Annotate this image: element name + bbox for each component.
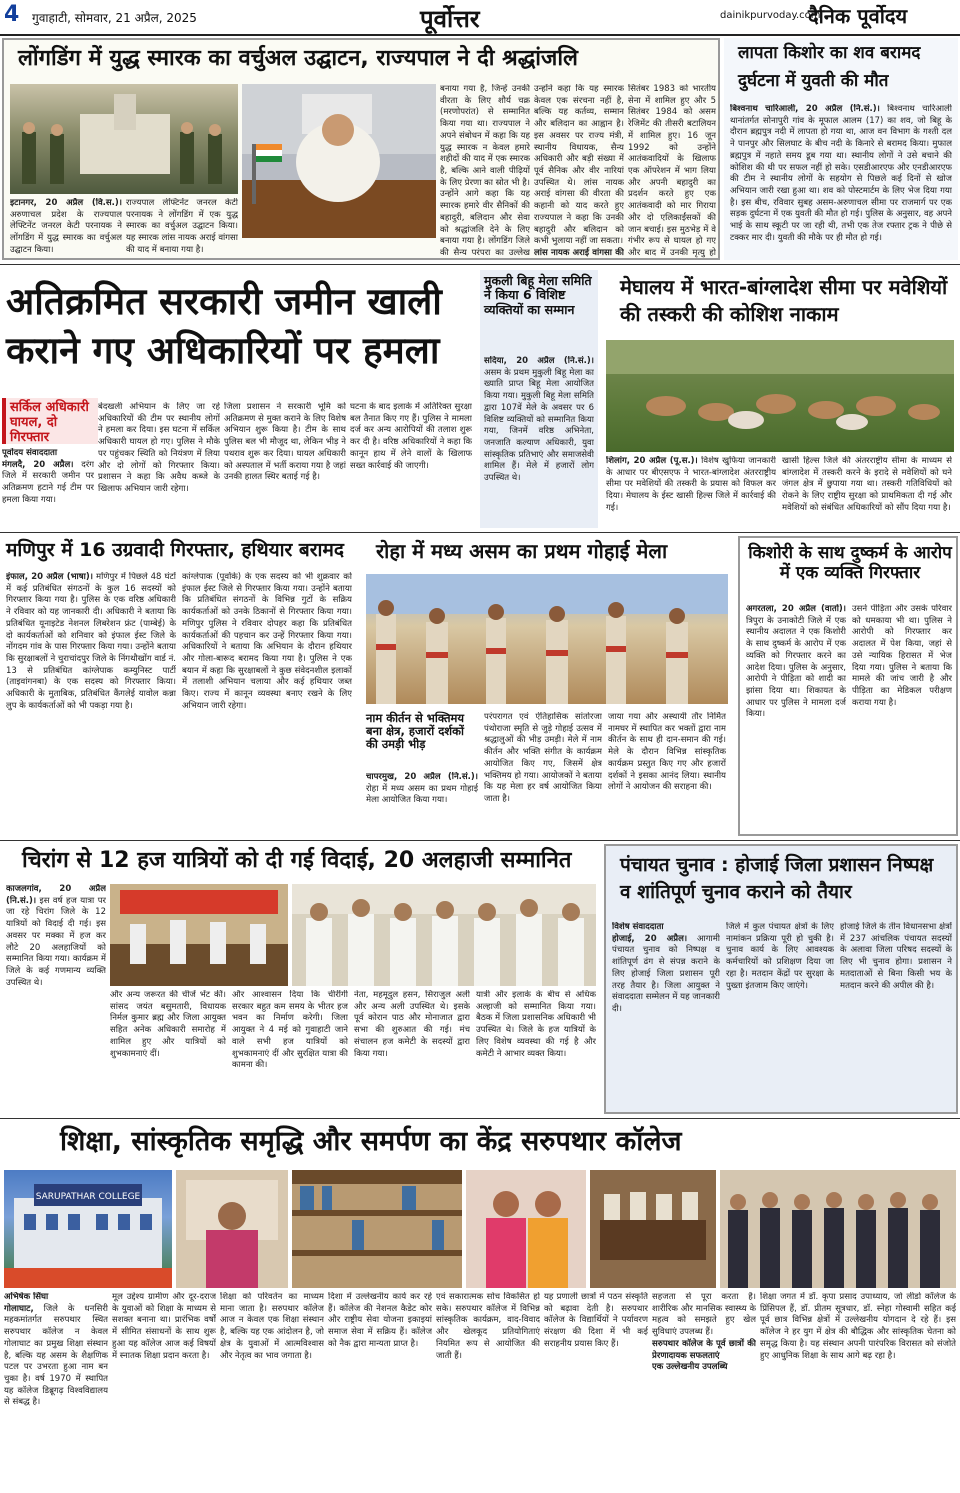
college-col-7: सहजता से पूरा करता है। शारीरिक और मानसिक स्वास्थ्य के महत्व को समझते हुए खेल सुविधाएं उपलब्ध हैं। सरुपथार कॉलेज के पूर्व छात्रों की प्रेरणादायक सफलताएं एक उल्लेखनीय उपलब्धि <box>652 1292 756 1373</box>
missing-teen-dateline: बिश्वनाथ चारिआली, 20 अप्रैल (नि.सं.)। <box>730 104 880 114</box>
bihu-dateline: सदिया, 20 अप्रैल (नि.सं.)। <box>484 356 594 366</box>
gohai-dateline: चापरमुख, 20 अप्रैल (नि.सं.)। <box>366 772 478 782</box>
college-story <box>0 1120 960 1493</box>
gohai-subhead: नाम कीर्तन से भक्तिमय बना क्षेत्र, हजारों दर्शकों की उमड़ी भीड़ <box>366 711 465 752</box>
college-col-2: मूल उद्देश्य ग्रामीण और दूर-दराज के युवाओं को शिक्षा के माध्यम से सशक्त बनाना था। प्रारंभिक वर्षों में सीमित संसाधनों के साथ शुरू हुआ यह कॉलेज आज कई विषयों में स्नातक शिक्षा प्रदान करता है। <box>112 1292 216 1361</box>
encroach-dateline: मंगलदै, 20 अप्रैल। <box>2 459 74 470</box>
encroach-story <box>2 268 476 530</box>
college-col-1: अभिषेक सिंघा गोलाघाट, जिले के धनसिरी महकमांतर्गत सरुपथार स्थित सरुपथार कॉलेज न केवल गोलाघाट का प्रमुख शिक्षा संस्थान है, बल्कि यह असम के शैक्षणिक पटल पर उभरता हुआ नाम बन चुका है। वर्ष 1970 में स्थापित यह कॉलेज डिब्रूगढ़ विश्वविद्यालय से संबद्ध है। <box>4 1292 108 1408</box>
date-line: गुवाहाटी, सोमवार, 21 अप्रैल, 2025 <box>32 11 197 25</box>
college-col-8: शिक्षा जगत में डॉ. कृपा प्रसाद उपाध्याय, जो लीडो कॉलेज के प्रिंसिपल हैं, डॉ. प्रीतम सूत्रधार, डॉ. स्नेहा गोस्वामी सहित कई पूर्व छात्र विभिन्न क्षेत्रों में उल्लेखनीय योगदान दे रहे हैं। इस कॉलेज ने हर युग में क्षेत्र की बौद्धिक और सांस्कृतिक चेतना को समृद्ध किया है। यह संस्थान अपनी पारंपरिक विरासत को संजोते हुए आधुनिक शिक्षा के साथ आगे बढ़ रहा है। <box>760 1292 956 1361</box>
gohai-photo <box>366 574 728 704</box>
website-link[interactable]: dainikpurvoday.com <box>720 10 821 21</box>
memorial-col-5: सितंबर 1983 को भारतीय सेना में शामिल हुए और 5 सितंबर 1984 को असम रेजिमेंट की तीसरी बटालियन में शामिल हुए। 16 जून 1992 को उन्होंने आतंकवादियों के खिलाफ एक ऑपरेशन में भाग लिया और अपनी बहादुरी का प्रदर्शन करते हुए एक आतंकवादी को मार गिराया और दो एलिकाईंसकों की जान बचाई। इस मुठभेड़ में वे गंभीर रूप से घायल हो गए और बाद में उनकी मृत्यु हो <box>628 84 716 258</box>
college-photo-5 <box>590 1170 716 1288</box>
encroach-subhead-box <box>2 398 98 444</box>
college-col-4: दिशा में उल्लेखनीय कार्य कर रहे हैं। कॉलेज की नेशनल कैडेट कोर और राष्ट्रीय सेवा योजना इकाइयां समाज सेवा में सक्रिय हैं। कॉलेज को नैक द्वारा मान्यता प्राप्त है। <box>328 1292 432 1349</box>
haj-photo-1 <box>110 884 288 986</box>
arrest-story <box>738 536 958 836</box>
arrest-col-1: अगरतला, 20 अप्रैल (वार्ता)। त्रिपुरा के उनाकोटी जिले में एक स्थानीय अदालत ने एक किशोरी के साथ दुष्कर्म के आरोप में एक व्यक्ति को गिरफ्तार करने का आदेश दिया। पुलिस के अनुसार, आरोपी ने पीड़िता को शादी का झांसा दिया था। शिकायत के आधार पर पुलिस ने मामला दर्ज किया। <box>746 604 846 720</box>
manipur-headline: मणिपुर में 16 उग्रवादी गिरफ्तार, हथियार बरामद <box>6 539 344 561</box>
gohai-col-3: जाया गया और अस्थायी तौर निर्मित नामघर में स्थापित कर भक्तों द्वारा नाम कीर्तन के साथ ही दान-समान की गई। मेले के दौरान विभिन्न सांस्कृतिक कार्यक्रम प्रस्तुत किए गए और हजारों दर्शकों ने इसका आनंद लिया। स्थानीय लोगों ने आयोजन की सराहना की। <box>608 712 726 793</box>
manipur-col-2: कांग्लेपाक (पूर्वोके) के एक सदस्य को भी शुक्रवार को इंफाल ईस्ट जिले से गिरफ्तार किया गया। उन्होंने बताया कि प्रतिबंधित संगठनों के विभिन्न गुटों के सक्रिय कार्यकर्ताओं को उनके ठिकानों से गिरफ्तार किया गया। मणिपुर पुलिस ने रविवार दोपहर कहा कि प्रतिबंधित कार्यकर्ताओं की पहचान कर उन्हें गिरफ्तार किया गया। अधिकारियों ने बताया कि अभियान के दौरान हथियार और गोला-बारूद बरामद किया गया है। पुलिस ने एक बयान में कहा कि सुरक्षाबलों ने कुछ संवेदनशील इलाकों में तलाशी अभियान चलाया और कई हथियार जब्त किए। राज्य में कानून व्यवस्था बनाए रखने के लिए अभियान जारी रहेगा। <box>182 572 352 711</box>
missing-teen-body: बिश्वनाथ चारिआली, 20 अप्रैल (नि.सं.)। बिश्वनाथ चारिआली थानांतर्गत सोनापुरी गांव के मूफाल आलम (17) का शव, जो बिहू के दौरान ब्रह्मपुत्र नदी में लापता हो गया था, आज वन विभाग के गश्ती दल ने पानपुर और सिलघाट के बीच नदी के किनारे से बरामद किया। मुफाल ब्रह्मपुत्र में नहाते समय डूब गया था। स्थानीय लोगों ने उसे बचाने की कोशिश की थी पर सफल नहीं हो सके। एसडीआरएफ और एनडीआरएफ की टीम ने स्थानीय लोगों के सहयोग से पिछले कई दिनों से खोज अभियान जारी रखा हुआ था। शव को पोस्टमार्टम के लिए भेज दिया गया है। इस बीच, रविवार सुबह असम-अरुणाचल सीमा पर राजमार्ग पर एक सड़क दुर्घटना में एक युवती की मौत हो गई। पुलिस के अनुसार, वह अपने भाई के साथ स्कूटी पर जा रही थी, तभी एक तेज रफ्तार ट्रक ने पीछे से टक्कर मार दी। युवती की मौके पर ही मौत हो गई। <box>730 104 952 243</box>
college-dateline: गोलाघाट, <box>4 1303 34 1314</box>
college-sub1: सरुपथार कॉलेज के पूर्व छात्रों की प्रेरणादायक सफलताएं <box>652 1338 756 1361</box>
missing-teen-subhead: दुर्घटना में युवती की मौत <box>738 71 889 91</box>
cattle-col-1: शिलांग, 20 अप्रैल (पू.स.)। विशेष खुफिया जानकारी के आधार पर बीएसएफ ने भारत-बांग्लादेश अंतरराष्ट्रीय सीमा पर मवेशियों की तस्करी के प्रयास को विफल कर दिया। मेघालय के ईस्ट खासी हिल्स जिले में कार्रवाई की गई। <box>606 456 776 513</box>
memorial-dateline: इटानगर, 20 अप्रैल (वि.स.)। <box>10 198 122 208</box>
encroach-subhead: सर्किल अधिकारी घायल, दो गिरफ्तार <box>10 400 89 445</box>
memorial-col-2: राज्यपाल लेफ्टिनेंट जनरल केटी परनायक ने लोंगडिंग में एक युद्ध स्मारक का वर्चुअल उद्घाटन किया। यह स्मारक लांस नायक अराई वांगसा की याद में बनाया गया है। <box>126 198 238 255</box>
memorial-col-4: उन्होंने कहा कि यह स्मारक केवल एक संरचना नहीं है, बल्कि यह कर्तव्य, सम्मान और बलिदान का आह्वान है। इस अवसर पर राज्य मंत्री, स्थानीय विधायक, सैन्य अधिकारी और बड़ी संख्या में पूर्व सैनिक और वीर नारियां उपस्थित थे। लांस नायक अराई वांगसा की वीरता की कहानी को याद करते हुए राज्यपाल ने कहा कि उनकी बहादुरी और बलिदान को कभी भुलाया नहीं जा सकता। लांस नायक अराई वांगसा की <box>534 84 624 258</box>
arrest-headline: किशोरी के साथ दुष्कर्म के आरोप में एक व्यक्ति गिरफ्तार <box>748 543 952 583</box>
memorial-col-1: इटानगर, 20 अप्रैल (वि.स.)। अरुणाचल प्रदेश के राज्यपाल लेफ्टिनेंट जनरल केटी परनायक ने लोंगडिंग में युद्ध स्मारक का वर्चुअल उद्घाटन किया। <box>10 198 122 255</box>
college-col-6: यह प्रणाली छात्रों में पठन संस्कृति को बढ़ावा देती है। सरुपथार कॉलेज के विद्यार्थियों ने पर्यावरण संरक्षण की दिशा में भी कई सराहनीय प्रयास किए हैं। <box>544 1292 648 1349</box>
memorial-byline: लांस नायक अराई वांगसा की <box>534 248 624 258</box>
cattle-col-2: खासी हिल्स जिले की अंतरराष्ट्रीय सीमा के माध्यम से बांग्लादेश में तस्करी करने के इरादे से मवेशियों को घने जंगल क्षेत्र में छुपाया गया था। तस्करी गतिविधियों को रोकने के लिए राष्ट्रीय सुरक्षा को प्राथमिकता दी गई और मवेशियों को संबंधित अधिकारियों को सौंप दिया गया है। <box>782 456 952 513</box>
page-header <box>0 0 960 36</box>
college-sub2: एक उल्लेखनीय उपलब्धि <box>652 1362 728 1373</box>
encroach-col-2: बेदखली अभियान के लिए जा रहे अधिकारियों की टीम पर स्थानीय लोगों ने हमला कर दिया। इस घटना में सर्किल अधिकारी घायल हो गए। पुलिस ने मौके पर पहुंचकर स्थिति को नियंत्रण में लिया और दो लोगों को गिरफ्तार किया। प्रशासन ने कहा कि अवैध कब्जे के खिलाफ अभियान जारी रहेगा। <box>98 402 220 495</box>
cattle-photo <box>606 340 954 452</box>
divider <box>0 532 960 533</box>
manipur-story <box>2 536 358 836</box>
memorial-photo <box>10 84 238 194</box>
divider <box>0 1118 960 1119</box>
haj-col-4: नेता, महमूदुल हसन, सिराजुल अली और अन्य अली उपस्थित थे। इसके पूर्व कोरान पाठ और मोनाजात द्वारा सभा की शुरुआत की गई। मंच संचालन हज कमेटी के सदस्यों द्वारा किया गया। <box>354 990 470 1059</box>
newspaper-brand: दैनिक पूर्वोदय <box>808 4 908 28</box>
memorial-story <box>2 38 720 260</box>
college-col-5: एवं सकारात्मक सोच विकसित हो सके। सरुपथार कॉलेज में विभिन्न सांस्कृतिक कार्यक्रम, वाद-विवाद और खेलकूद प्रतियोगिताएं नियमित रूप से आयोजित की जाती हैं। <box>436 1292 540 1361</box>
encroach-col-3: जिला प्रशासन ने सरकारी भूमि को अतिक्रमण से मुक्त कराने के लिए विशेष अभियान शुरू किया है। टीम के साथ पुलिस बल भी मौजूद था, लेकिन भीड़ ने पथराव शुरू कर दिया। घायल अधिकारी को अस्पताल में भर्ती कराया गया है जहां उनकी हालत स्थिर बताई गई है। <box>224 402 346 483</box>
college-photo-3 <box>292 1170 462 1288</box>
bihu-body: सदिया, 20 अप्रैल (नि.सं.)। असम के प्रथम मुकुली बिहू मेला का ख्याति प्राप्त बिहू मेला आयोजित किया गया। मुकुली बिहू मेला समिति द्वारा 107वें मेले के अवसर पर 6 विशिष्ट व्यक्तियों को सम्मानित किया गया, जिनमें वरिष्ठ अभिनेता, जनजाति कल्याण अधिकारी, युवा सांस्कृतिक प्रतिभाएं और समाजसेवी शामिल हैं। मेले में हजारों लोग उपस्थित थे। <box>484 356 594 484</box>
panchayat-dateline: होजाई, 20 अप्रैल। <box>612 933 688 944</box>
encroach-col-4: घटना के बाद इलाके में अतिरिक्त सुरक्षा बल तैनात किए गए हैं। पुलिस ने मामला दर्ज कर अन्य आरोपियों की तलाश शुरू कर दी है। वरिष्ठ अधिकारियों ने कहा कि कानून हाथ में लेने वालों के खिलाफ सख्त कार्रवाई की जाएगी। <box>350 402 472 471</box>
memorial-col-3: बनाया गया है, जिन्हें उनकी वीरता के लिए शौर्य चक्र (मरणोपरांत) से सम्मानित किया गया था। राज्यपाल ने अपने संबोधन में कहा कि यह युद्ध स्मारक न केवल हमारे शहीदों की याद में एक स्मारक है, बल्कि आने वाली पीढ़ियों के लिए प्रेरणा का स्रोत भी है। उन्होंने आगे कहा कि यह स्मारक हमारे वीर सैनिकों की बहादुरी, बलिदान और सेवा को श्रद्धांजलि देने के लिए बनाया गया है। लोंगडिंग जिले की सैन्य परंपरा का उल्लेख <box>440 84 530 258</box>
manipur-col-1: इंफाल, 20 अप्रैल (भाषा)। मणिपुर में पिछले 48 घंटों में कई प्रतिबंधित संगठनों के कुल 16 सदस्यों को गिरफ्तार किया गया है। पुलिस के एक वरिष्ठ अधिकारी ने रविवार को यह जानकारी दी। अधिकारी ने बताया कि प्रतिबंधित यूनाइटेड नेशनल लिबरेशन फ्रंट (पाम्बेई) के दो कार्यकर्ताओं को शनिवार को इंफाल ईस्ट जिले के नोंगदम गांव के पास गिरफ्तार किया गया। उन्होंने बताया कि सुरक्षाबलों ने चुराचांदपुर जिले के निंगथौखोंग वार्ड नं. 13 से प्रतिबंधित कांग्लेपाक कम्युनिस्ट पार्टी (ताइवांगनबा) के एक सदस्य को गिरफ्तार किया। अधिकारी के मुताबिक, प्रतिबंधित कैंगलेई यावोल कन्ना लुप के कार्यकर्ताओं को भी पकड़ा गया है। <box>6 572 176 711</box>
cattle-headline: मेघालय में भारत-बांग्लादेश सीमा पर मवेशियों की तस्करी की कोशिश नाकाम <box>620 275 948 326</box>
haj-col-2: और अन्य जरूरत की चीजें भेंट कीं। सांसद जयंत बसुमतारी, विधायक निर्मल कुमार ब्रह्म और जिला आयुक्त सहित अनेक अधिकारी समारोह में शामिल हुए और यात्रियों को शुभकामनाएं दीं। <box>110 990 226 1059</box>
page-number: 4 <box>4 2 20 27</box>
arrest-dateline: अगरतला, 20 अप्रैल (वार्ता)। <box>746 604 846 614</box>
missing-teen-headline: लापता किशोर का शव बरामद <box>738 43 921 63</box>
panchayat-col-1: विशेष संवाददाता होजाई, 20 अप्रैल। आगामी पंचायत चुनाव को निष्पक्ष व शांतिपूर्ण ढंग से संपन्न कराने के लिए होजाई जिला प्रशासन पूरी तरह तैयार है। जिला आयुक्त ने संवाददाता सम्मेलन में यह जानकारी दी। <box>612 922 720 1015</box>
cattle-dateline: शिलांग, 20 अप्रैल (पू.स.)। <box>606 456 698 466</box>
gohai-headline: रोहा में मध्य असम का प्रथम गोहाई मेला <box>376 539 668 563</box>
bihu-headline: मुकली बिहू मेला समिति ने किया 6 विशिष्ट व्यक्तियों का सम्मान <box>484 273 592 317</box>
cattle-story <box>602 270 958 528</box>
college-photo-2 <box>176 1170 288 1288</box>
manipur-dateline: इंफाल, 20 अप्रैल (भाषा)। <box>6 572 93 582</box>
haj-dateline: काजलगांव, 20 अप्रैल (नि.सं.)। <box>6 884 106 906</box>
college-byline: अभिषेक सिंघा <box>4 1292 49 1302</box>
haj-col-3: और आश्वासन दिया कि चीरींगी सरकार बहुत कम समय के भीतर हज भवन का निर्माण करेगी। जिला आयुक्त ने 4 मई को गुवाहाटी जाने वाले सभी हज यात्रियों को शुभकामनाएं दीं और सुरक्षित यात्रा की कामना की। <box>232 990 348 1071</box>
college-headline: शिक्षा, सांस्कृतिक समृद्धि और समर्पण का केंद्र सरुपथार कॉलेज <box>60 1126 682 1157</box>
panchayat-byline: विशेष संवाददाता <box>612 922 664 932</box>
arrest-col-2: उसने पीड़िता और उसके परिवार को धमकाया भी था। पुलिस ने आरोपी को गिरफ्तार कर अदालत में पेश किया, जहां से उसे न्यायिक हिरासत में भेज दिया गया। पुलिस ने बताया कि मामले की जांच जारी है और पीड़िता का मेडिकल परीक्षण कराया गया है। <box>852 604 952 708</box>
encroach-byline: पूर्वोदय संवाददाता <box>2 448 58 458</box>
gohai-story <box>362 536 732 836</box>
panchayat-col-2: जिले में कुल पंचायत क्षेत्रों के लिए नामांकन प्रक्रिया पूरी हो चुकी है। चुनाव कार्य के लिए आवश्यक कर्मचारियों को प्रशिक्षण दिया जा रहा है। मतदान केंद्रों पर सुरक्षा के पुख्ता इंतजाम किए जाएंगे। <box>726 922 834 991</box>
encroach-headline: अतिक्रमित सरकारी जमीन खाली कराने गए अधिकारियों पर हमला <box>6 280 442 372</box>
divider <box>0 840 960 841</box>
bihu-story <box>480 270 598 528</box>
haj-col-5: यात्री और इलाके के बीच से अधिक अल्हाजी को सम्मानित किया गया। बैठक में जिला प्रशासनिक अधिकारी भी उपस्थित थे। जिले के हज यात्रियों के लिए विशेष व्यवस्था की गई है और कमेटी ने आभार व्यक्त किया। <box>476 990 596 1059</box>
panchayat-headline: पंचायत चुनाव : होजाई जिला प्रशासन निष्पक्ष व शांतिपूर्ण चुनाव कराने को तैयार <box>620 854 934 903</box>
governor-photo <box>242 84 436 238</box>
section-title: पूर्वोत्तर <box>420 5 480 33</box>
college-col-3: शिक्षा को परिवर्तन का माध्यम माना जाता है। सरुपथार कॉलेज आज न केवल एक शिक्षा संस्थान है, बल्कि यह एक आंदोलन है, जो क्षेत्र के युवाओं में आत्मविश्वास और नेतृत्व का भाव जगाता है। <box>220 1292 324 1361</box>
gohai-col-2: परंपरागत एवं ऐतिहासिक सांतोरजा पंथोराजा स्मृति से जुड़े गोहाई उत्सव में श्रद्धालुओं की भीड़ उमड़ी। मेले में नाम कीर्तन और भक्ति संगीत के कार्यक्रम आयोजित किए गए, जिसमें क्षेत्र भक्तिमय हो गया। आयोजकों ने बताया कि यह मेला हर वर्ष आयोजित किया जाता है। <box>484 712 602 805</box>
divider <box>0 264 960 265</box>
college-photo-4 <box>466 1170 586 1288</box>
encroach-col-1: पूर्वोदय संवाददाता मंगलदै, 20 अप्रैल। दरंग जिले में सरकारी जमीन पर अतिक्रमण हटाने गई टीम पर हमला किया गया। <box>2 448 94 505</box>
haj-col-1: काजलगांव, 20 अप्रैल (नि.सं.)। इस वर्ष हज यात्रा पर जा रहे चिरांग जिले के 12 यात्रियों को विदाई दी गई। इस अवसर पर मक्का में हज कर लौटे 20 अलहाजियों को सम्मानित किया गया। कार्यक्रम में जिले के कई गणमान्य व्यक्ति उपस्थित थे। <box>6 884 106 988</box>
haj-story <box>2 844 600 1114</box>
college-photo-6 <box>720 1170 956 1288</box>
missing-teen-story <box>724 38 958 260</box>
college-sign: SARUPATHAR COLLEGE <box>35 1192 141 1202</box>
haj-headline: चिरांग से 12 हज यात्रियों को दी गई विदाई, 20 अलहाजी सम्मानित <box>22 848 572 873</box>
haj-photo-2 <box>292 884 596 986</box>
panchayat-col-3: होजाई जिले के तीन विधानसभा क्षेत्रों में 237 आंचलिक पंचायत सदस्यों के अलावा जिला परिषद सदस्यों के लिए भी चुनाव होगा। प्रशासन ने मतदाताओं से बिना किसी भय के मतदान करने की अपील की है। <box>840 922 952 991</box>
memorial-headline: लोंगडिंग में युद्ध स्मारक का वर्चुअल उद्घाटन, राज्यपाल ने दी श्रद्धांजलि <box>18 46 578 71</box>
panchayat-story <box>604 844 958 1114</box>
gohai-col-1: चापरमुख, 20 अप्रैल (नि.सं.)। रोहा में मध्य असम का प्रथम गोहाई मेला आयोजित किया गया। <box>366 772 478 806</box>
college-photo-1 <box>4 1170 172 1288</box>
